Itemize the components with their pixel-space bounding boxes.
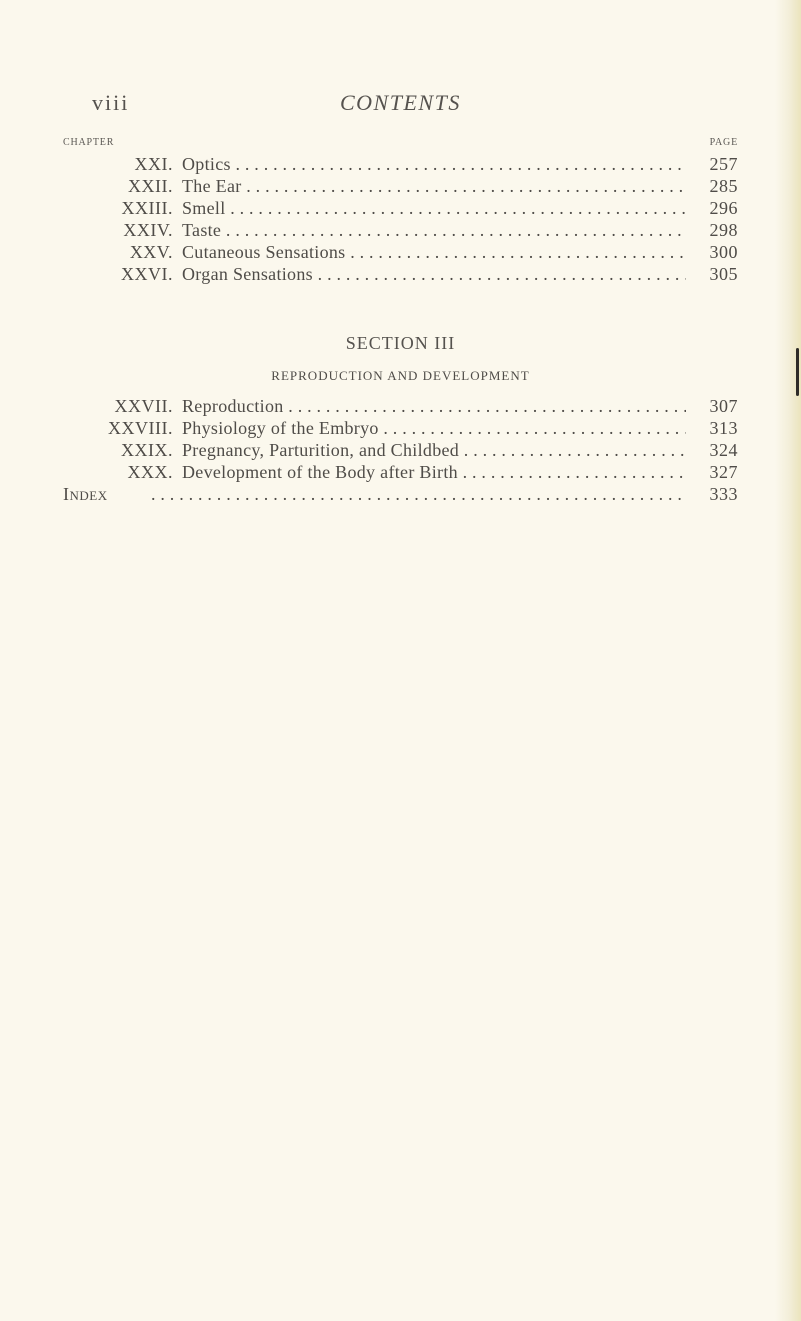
chapter-number: XXVIII. (108, 418, 173, 438)
running-title: CONTENTS (340, 90, 461, 115)
chapter-number: XXX. (127, 462, 173, 482)
toc-entry-physiology-of-embryo[interactable] (63, 417, 738, 439)
chapter-title: Physiology of the Embryo . . . (182, 417, 686, 439)
toc-list-part-two (63, 395, 738, 505)
toc-list-part-one (63, 153, 738, 285)
chapter-title: Development of the Body after Birth . . . (182, 461, 686, 483)
chapter-title: Organ Sensations . . . (182, 263, 686, 285)
chapter-title: Optics . . . (182, 153, 686, 175)
chapter-page: 257 (709, 154, 738, 174)
chapter-page: 305 (709, 264, 738, 284)
chapter-page: 307 (709, 396, 738, 416)
chapter-page: 300 (709, 242, 738, 262)
chapter-title: Smell . . . (182, 197, 686, 219)
chapter-number: XXII. (128, 176, 173, 196)
chapter-number: XXI. (134, 154, 173, 174)
chapter-page: 296 (709, 198, 738, 218)
page-number: viii (92, 90, 130, 115)
chapter-page: 324 (709, 440, 738, 460)
chapter-column-label: CHAPTER (63, 137, 115, 148)
toc-entry-reproduction[interactable] (63, 395, 738, 417)
toc-entry-optics[interactable] (63, 153, 738, 175)
toc-entry-pregnancy[interactable] (63, 439, 738, 461)
column-headings (63, 137, 738, 151)
index-page: 333 (709, 484, 738, 504)
toc-entry-index[interactable] (63, 483, 738, 505)
chapter-page: 285 (709, 176, 738, 196)
chapter-title: The Ear . . . (182, 175, 686, 197)
toc-entry-organ-sensations[interactable] (63, 263, 738, 285)
index-label: Index (63, 484, 108, 504)
page-edge-shadow (775, 0, 801, 1321)
toc-entry-development-after-birth[interactable] (63, 461, 738, 483)
toc-entry-taste[interactable] (63, 219, 738, 241)
toc-entry-cutaneous-sensations[interactable] (63, 241, 738, 263)
chapter-page: 327 (709, 462, 738, 482)
chapter-number: XXVI. (121, 264, 173, 284)
chapter-title: Reproduction . . . (182, 395, 686, 417)
chapter-number: XXVII. (114, 396, 173, 416)
section-subheading: REPRODUCTION AND DEVELOPMENT (271, 368, 530, 383)
page-column-label: PAGE (709, 137, 738, 148)
chapter-title: Taste . . . (182, 219, 686, 241)
toc-entry-the-ear[interactable] (63, 175, 738, 197)
chapter-title: Pregnancy, Parturition, and Childbed . . . (182, 439, 686, 461)
index-leader (151, 483, 686, 505)
chapter-number: XXIII. (121, 198, 173, 218)
chapter-number: XXIV. (123, 220, 173, 240)
chapter-number: XXV. (129, 242, 173, 262)
chapter-number: XXIX. (121, 440, 173, 460)
chapter-page: 313 (709, 418, 738, 438)
running-head (0, 90, 801, 120)
chapter-title: Cutaneous Sensations . . . (182, 241, 686, 263)
chapter-page: 298 (709, 220, 738, 240)
toc-entry-smell[interactable] (63, 197, 738, 219)
section-heading: SECTION III (345, 333, 456, 353)
